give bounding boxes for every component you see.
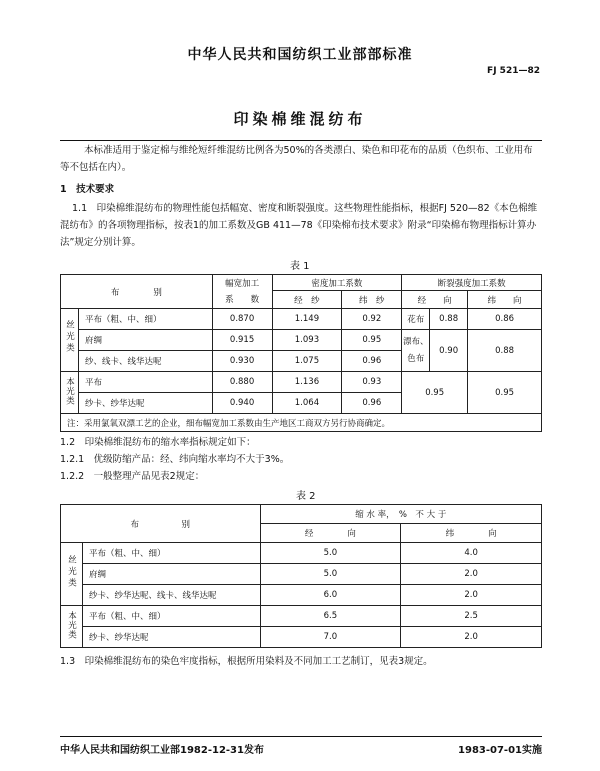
table1-cell-warp: 1.075 xyxy=(272,351,342,372)
table1-cell-warp: 1.136 xyxy=(272,372,342,393)
document-title: 印染棉维混纺布 xyxy=(233,110,367,128)
table2-caption: 表 2 xyxy=(296,491,316,502)
table1-cell-warp: 1.093 xyxy=(272,330,342,351)
footer-rule xyxy=(60,736,542,737)
table1-cell-weft: 0.96 xyxy=(342,351,402,372)
table1-cell-width: 0.940 xyxy=(212,393,272,414)
table-row xyxy=(61,585,542,606)
table2-cell-weft: 2.0 xyxy=(401,627,542,648)
table1-cell-weft: 0.93 xyxy=(342,372,402,393)
table-row xyxy=(61,543,542,564)
table2-header-shrinkage: 缩 水 率， % 不 大 于 xyxy=(260,505,541,524)
table1-cell-strength-weft: 0.95 xyxy=(468,372,542,414)
table1-cell-name: 平布（粗、中、细） xyxy=(78,309,212,330)
table1-group-mercerized: 丝光类 xyxy=(61,309,79,372)
table2-header-category: 布 别 xyxy=(61,505,261,543)
table2-cell-weft: 2.0 xyxy=(401,564,542,585)
table1-header-strength-warp: 经 向 xyxy=(402,291,468,309)
table-row xyxy=(61,330,542,351)
paragraph-1-2-2: 1.2.2 一般整理产品见表2规定： xyxy=(60,471,205,482)
table2-cell-name: 府绸 xyxy=(82,564,260,585)
table1-group-plain: 本光类 xyxy=(61,372,79,414)
table-row xyxy=(61,372,542,393)
table2-cell-name: 纱卡、纱华达呢 xyxy=(82,627,260,648)
table1-cell-name: 平布 xyxy=(78,372,212,393)
table1-cell-warp: 1.149 xyxy=(272,309,342,330)
paragraph-1-2: 1.2 印染棉维混纺布的缩水率指标规定如下： xyxy=(60,437,256,448)
table1-cell-width: 0.880 xyxy=(212,372,272,393)
standard-number: FJ 521—82 xyxy=(487,66,540,76)
table1-cell-strength-warp: 0.88 xyxy=(430,309,468,330)
paragraph-1-1: 1.1 印染棉维混纺布的物理性能包括幅宽、密度和断裂强度。这些物理性能指标，根据FJ 520—82《本色棉维混纺布》的各项物理指标，按表1的加工系数及GB 411—78《印染棉布技术要求》附录“印染棉布物理指标计算办法”规定分别计算。 xyxy=(60,203,538,248)
table1-cell-name: 纱、线卡、线华达呢 xyxy=(78,351,212,372)
table1-header-strength: 断裂强度加工系数 xyxy=(402,275,542,291)
section-1-heading: 1 技术要求 xyxy=(60,184,115,195)
issued-date: 中华人民共和国纺织工业部1982-12-31发布 xyxy=(60,745,264,756)
table1-cell-width: 0.930 xyxy=(212,351,272,372)
table2-group-mercerized: 丝光类 xyxy=(61,543,83,606)
table2-cell-weft: 2.0 xyxy=(401,585,542,606)
table1-header-strength-weft: 纬 向 xyxy=(468,291,542,309)
table1-header-width-2: 系 数 xyxy=(212,291,272,309)
table-row xyxy=(61,606,542,627)
table2-cell-warp: 6.5 xyxy=(260,606,401,627)
table1-header-width: 幅宽加工 xyxy=(212,275,272,291)
table2-group-plain: 本光类 xyxy=(61,606,83,648)
effective-date: 1983-07-01实施 xyxy=(458,745,542,756)
table1-cell-strength-warp: 0.95 xyxy=(402,372,468,414)
table2-cell-weft: 4.0 xyxy=(401,543,542,564)
table1-cell-strength-weft: 0.88 xyxy=(468,330,542,372)
table2-cell-warp: 5.0 xyxy=(260,564,401,585)
table1-cell-width: 0.915 xyxy=(212,330,272,351)
table1-cell-name: 纱卡、纱华达呢 xyxy=(78,393,212,414)
table1-cell-width: 0.870 xyxy=(212,309,272,330)
table2-header-warp: 经 向 xyxy=(260,524,401,543)
table-row xyxy=(61,564,542,585)
table1-header-weft: 纬 纱 xyxy=(342,291,402,309)
table2-cell-name: 平布（粗、中、细） xyxy=(82,543,260,564)
table1 xyxy=(60,274,542,432)
table1-header-category: 布 别 xyxy=(61,275,213,309)
table1-cell-weft: 0.95 xyxy=(342,330,402,351)
table1-subgroup-print: 花布 xyxy=(402,309,430,330)
table1-caption: 表 1 xyxy=(290,261,310,272)
table2-cell-name: 纱卡、纱华达呢、线卡、线华达呢 xyxy=(82,585,260,606)
table1-cell-strength-weft: 0.86 xyxy=(468,309,542,330)
table1-cell-strength-warp: 0.90 xyxy=(430,330,468,372)
table-row xyxy=(61,627,542,648)
table2-cell-weft: 2.5 xyxy=(401,606,542,627)
table2 xyxy=(60,504,542,648)
table2-cell-name: 平布（粗、中、细） xyxy=(82,606,260,627)
table1-cell-name: 府绸 xyxy=(78,330,212,351)
table1-subgroup-bleached: 漂布、色布 xyxy=(402,330,430,372)
intro-paragraph: 本标准适用于鉴定棉与维纶短纤维混纺比例各为50%的各类漂白、染色和印花布的品质（色织布、工业用布等不包括在内）。 xyxy=(60,145,533,173)
table1-header-density: 密度加工系数 xyxy=(272,275,402,291)
ministry-title: 中华人民共和国纺织工业部部标准 xyxy=(187,47,413,63)
header-rule xyxy=(60,140,542,141)
table1-note: 注：采用氯氧双漂工艺的企业，细布幅宽加工系数由生产地区工商双方另行协商确定。 xyxy=(61,414,542,432)
table2-cell-warp: 5.0 xyxy=(260,543,401,564)
table-row xyxy=(61,309,542,330)
table2-cell-warp: 6.0 xyxy=(260,585,401,606)
table2-header-weft: 纬 向 xyxy=(401,524,542,543)
table2-cell-warp: 7.0 xyxy=(260,627,401,648)
table1-header-warp: 经 纱 xyxy=(272,291,342,309)
table1-cell-weft: 0.96 xyxy=(342,393,402,414)
table1-cell-warp: 1.064 xyxy=(272,393,342,414)
paragraph-1-2-1: 1.2.1 优级防缩产品：经、纬向缩水率均不大于3%。 xyxy=(60,454,290,465)
paragraph-1-3: 1.3 印染棉维混纺布的染色牢度指标，根据所用染料及不同加工工艺制订，见表3规定。 xyxy=(60,656,433,667)
table1-cell-weft: 0.92 xyxy=(342,309,402,330)
